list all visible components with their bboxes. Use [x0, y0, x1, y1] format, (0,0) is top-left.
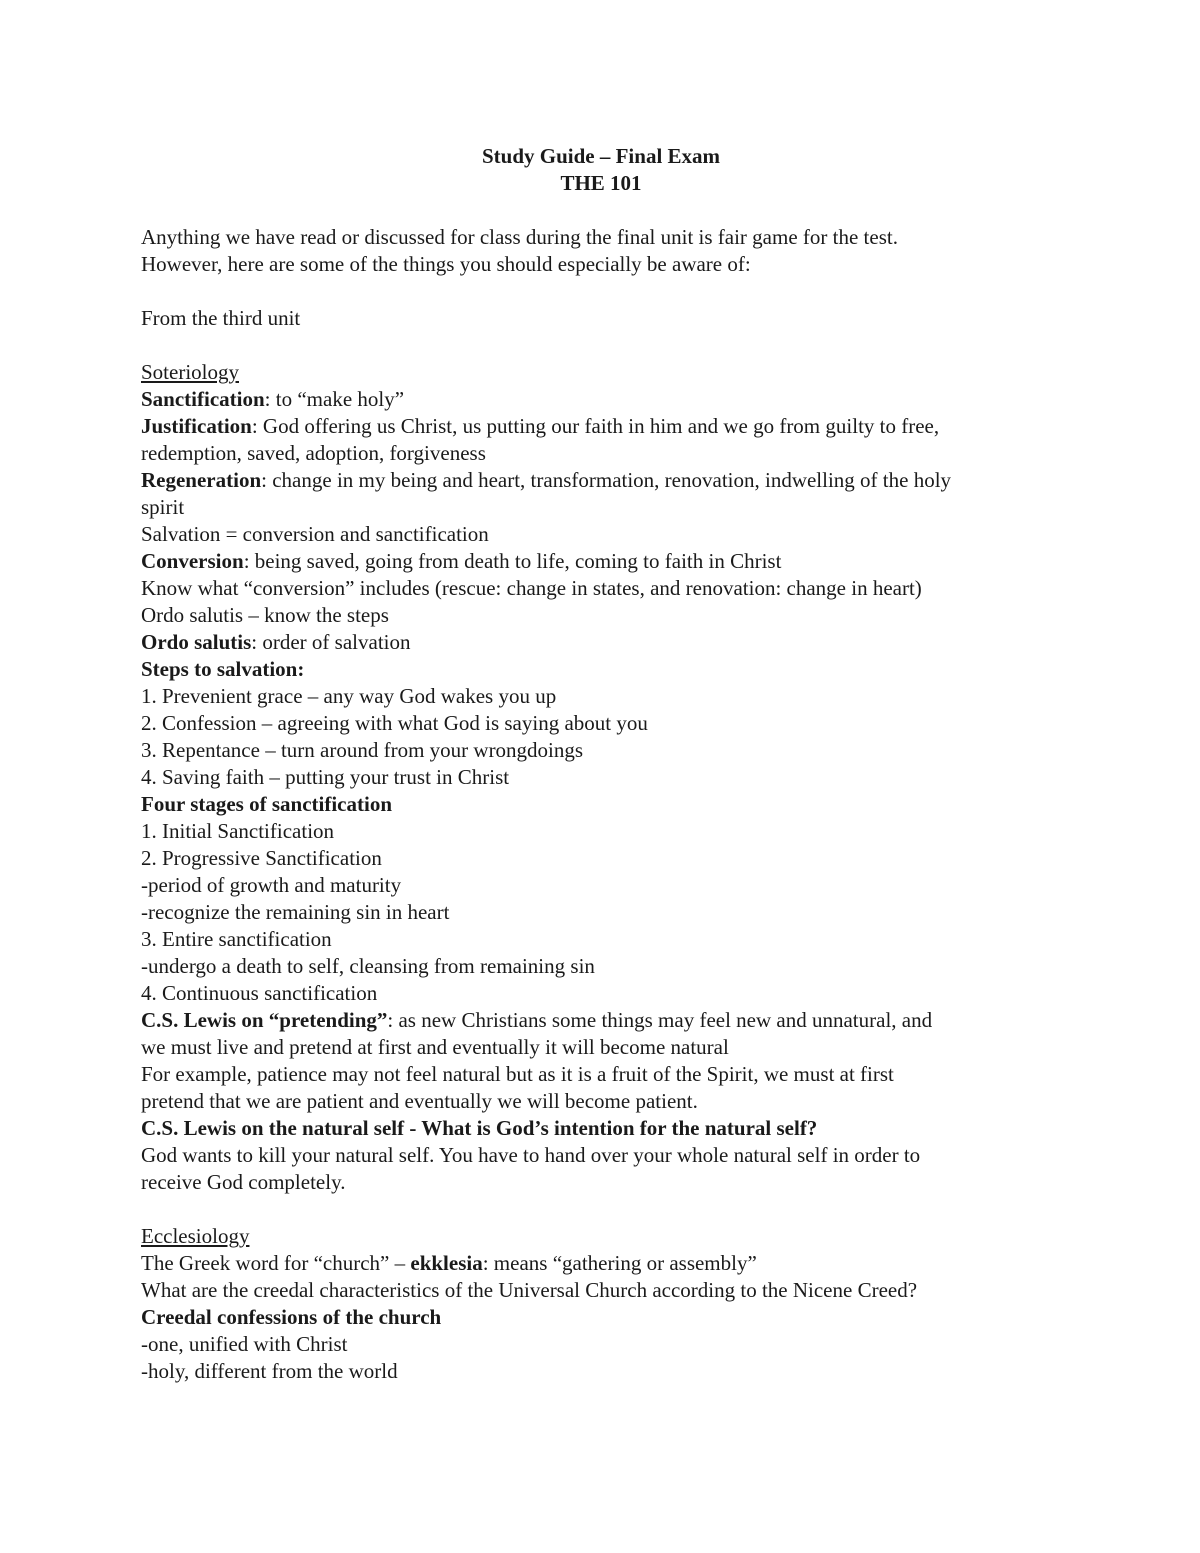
- conversion-term: Conversion: [141, 549, 244, 573]
- greek-word-prefix: The Greek word for “church” –: [141, 1251, 411, 1275]
- list-item: -period of growth and maturity: [141, 873, 402, 897]
- list-item: -undergo a death to self, cleansing from remaining sin: [141, 954, 595, 978]
- lewis-pretending-term: C.S. Lewis on “pretending”: [141, 1008, 388, 1032]
- sanctification-entry: [141, 386, 1061, 413]
- spacer: [141, 1196, 1061, 1223]
- justification-definition: : God offering us Christ, us putting our faith in him and we go from guilty to free,: [251, 414, 940, 438]
- justification-definition-cont: redemption, saved, adoption, forgiveness: [141, 441, 486, 465]
- list-item: 1. Initial Sanctification: [141, 819, 335, 843]
- natural-self-line-1: God wants to kill your natural self. You have to hand over your whole natural self in order to: [141, 1143, 921, 1167]
- list-item: 1. Prevenient grace – any way God wakes you up: [141, 684, 557, 708]
- sanctification-term: Sanctification: [141, 387, 265, 411]
- creedal-question: What are the creedal characteristics of the Universal Church according to the Nicene Creed?: [141, 1278, 918, 1302]
- regeneration-entry: [141, 467, 1061, 494]
- spacer: [141, 332, 1061, 359]
- spacer: [141, 278, 1061, 305]
- intro-line-1: Anything we have read or discussed for class during the final unit is fair game for the test.: [141, 225, 898, 249]
- ordo-salutis-know-line: Ordo salutis – know the steps: [141, 603, 389, 627]
- lewis-natural-self-heading: C.S. Lewis on the natural self - What is God’s intention for the natural self?: [141, 1116, 818, 1140]
- greek-word-definition: : means “gathering or assembly”: [482, 1251, 757, 1275]
- course-code: THE 101: [560, 171, 642, 195]
- justification-term: Justification: [141, 414, 252, 438]
- list-item: -one, unified with Christ: [141, 1332, 348, 1356]
- ordo-salutis-definition: : order of salvation: [251, 630, 411, 654]
- document-title: Study Guide – Final Exam: [481, 144, 721, 168]
- salvation-line: Salvation = conversion and sanctification: [141, 522, 489, 546]
- ekklesia-term: ekklesia: [410, 1251, 483, 1275]
- document-body: [141, 143, 1061, 1385]
- list-item: -recognize the remaining sin in heart: [141, 900, 450, 924]
- regeneration-definition: : change in my being and heart, transformation, renovation, indwelling of the holy: [261, 468, 952, 492]
- spacer: [141, 197, 1061, 224]
- unit-label: From the third unit: [141, 306, 301, 330]
- stages-heading: Four stages of sanctification: [141, 792, 393, 816]
- list-item: 3. Entire sanctification: [141, 927, 332, 951]
- justification-entry: [141, 413, 1061, 440]
- steps-heading: Steps to salvation:: [141, 657, 305, 681]
- creedal-heading: Creedal confessions of the church: [141, 1305, 442, 1329]
- regeneration-term: Regeneration: [141, 468, 262, 492]
- example-line-2: pretend that we are patient and eventually we will become patient.: [141, 1089, 698, 1113]
- list-item: 3. Repentance – turn around from your wrongdoings: [141, 738, 584, 762]
- list-item: 4. Continuous sanctification: [141, 981, 378, 1005]
- title-block: [141, 143, 1061, 197]
- list-item: 2. Progressive Sanctification: [141, 846, 382, 870]
- regeneration-definition-cont: spirit: [141, 495, 185, 519]
- greek-word-entry: [141, 1250, 1061, 1277]
- ordo-salutis-term: Ordo salutis: [141, 630, 252, 654]
- lewis-pretending-entry: [141, 1007, 1061, 1034]
- sanctification-definition: : to “make holy”: [264, 387, 405, 411]
- lewis-pretending-definition-cont: we must live and pretend at first and eventually it will become natural: [141, 1035, 729, 1059]
- conversion-definition: : being saved, going from death to life, coming to faith in Christ: [243, 549, 782, 573]
- example-line-1: For example, patience may not feel natural but as it is a fruit of the Spirit, we must at first: [141, 1062, 894, 1086]
- natural-self-line-2: receive God completely.: [141, 1170, 346, 1194]
- list-item: -holy, different from the world: [141, 1359, 398, 1383]
- conversion-entry: [141, 548, 1061, 575]
- lewis-pretending-definition: : as new Christians some things may feel new and unnatural, and: [387, 1008, 933, 1032]
- ecclesiology-heading: Ecclesiology: [141, 1224, 250, 1248]
- list-item: 4. Saving faith – putting your trust in Christ: [141, 765, 510, 789]
- ordo-salutis-entry: [141, 629, 1061, 656]
- soteriology-heading: Soteriology: [141, 360, 239, 384]
- intro-line-2: However, here are some of the things you should especially be aware of:: [141, 252, 751, 276]
- list-item: 2. Confession – agreeing with what God is saying about you: [141, 711, 648, 735]
- know-conversion-line: Know what “conversion” includes (rescue: change in states, and renovation: change in heart): [141, 576, 922, 600]
